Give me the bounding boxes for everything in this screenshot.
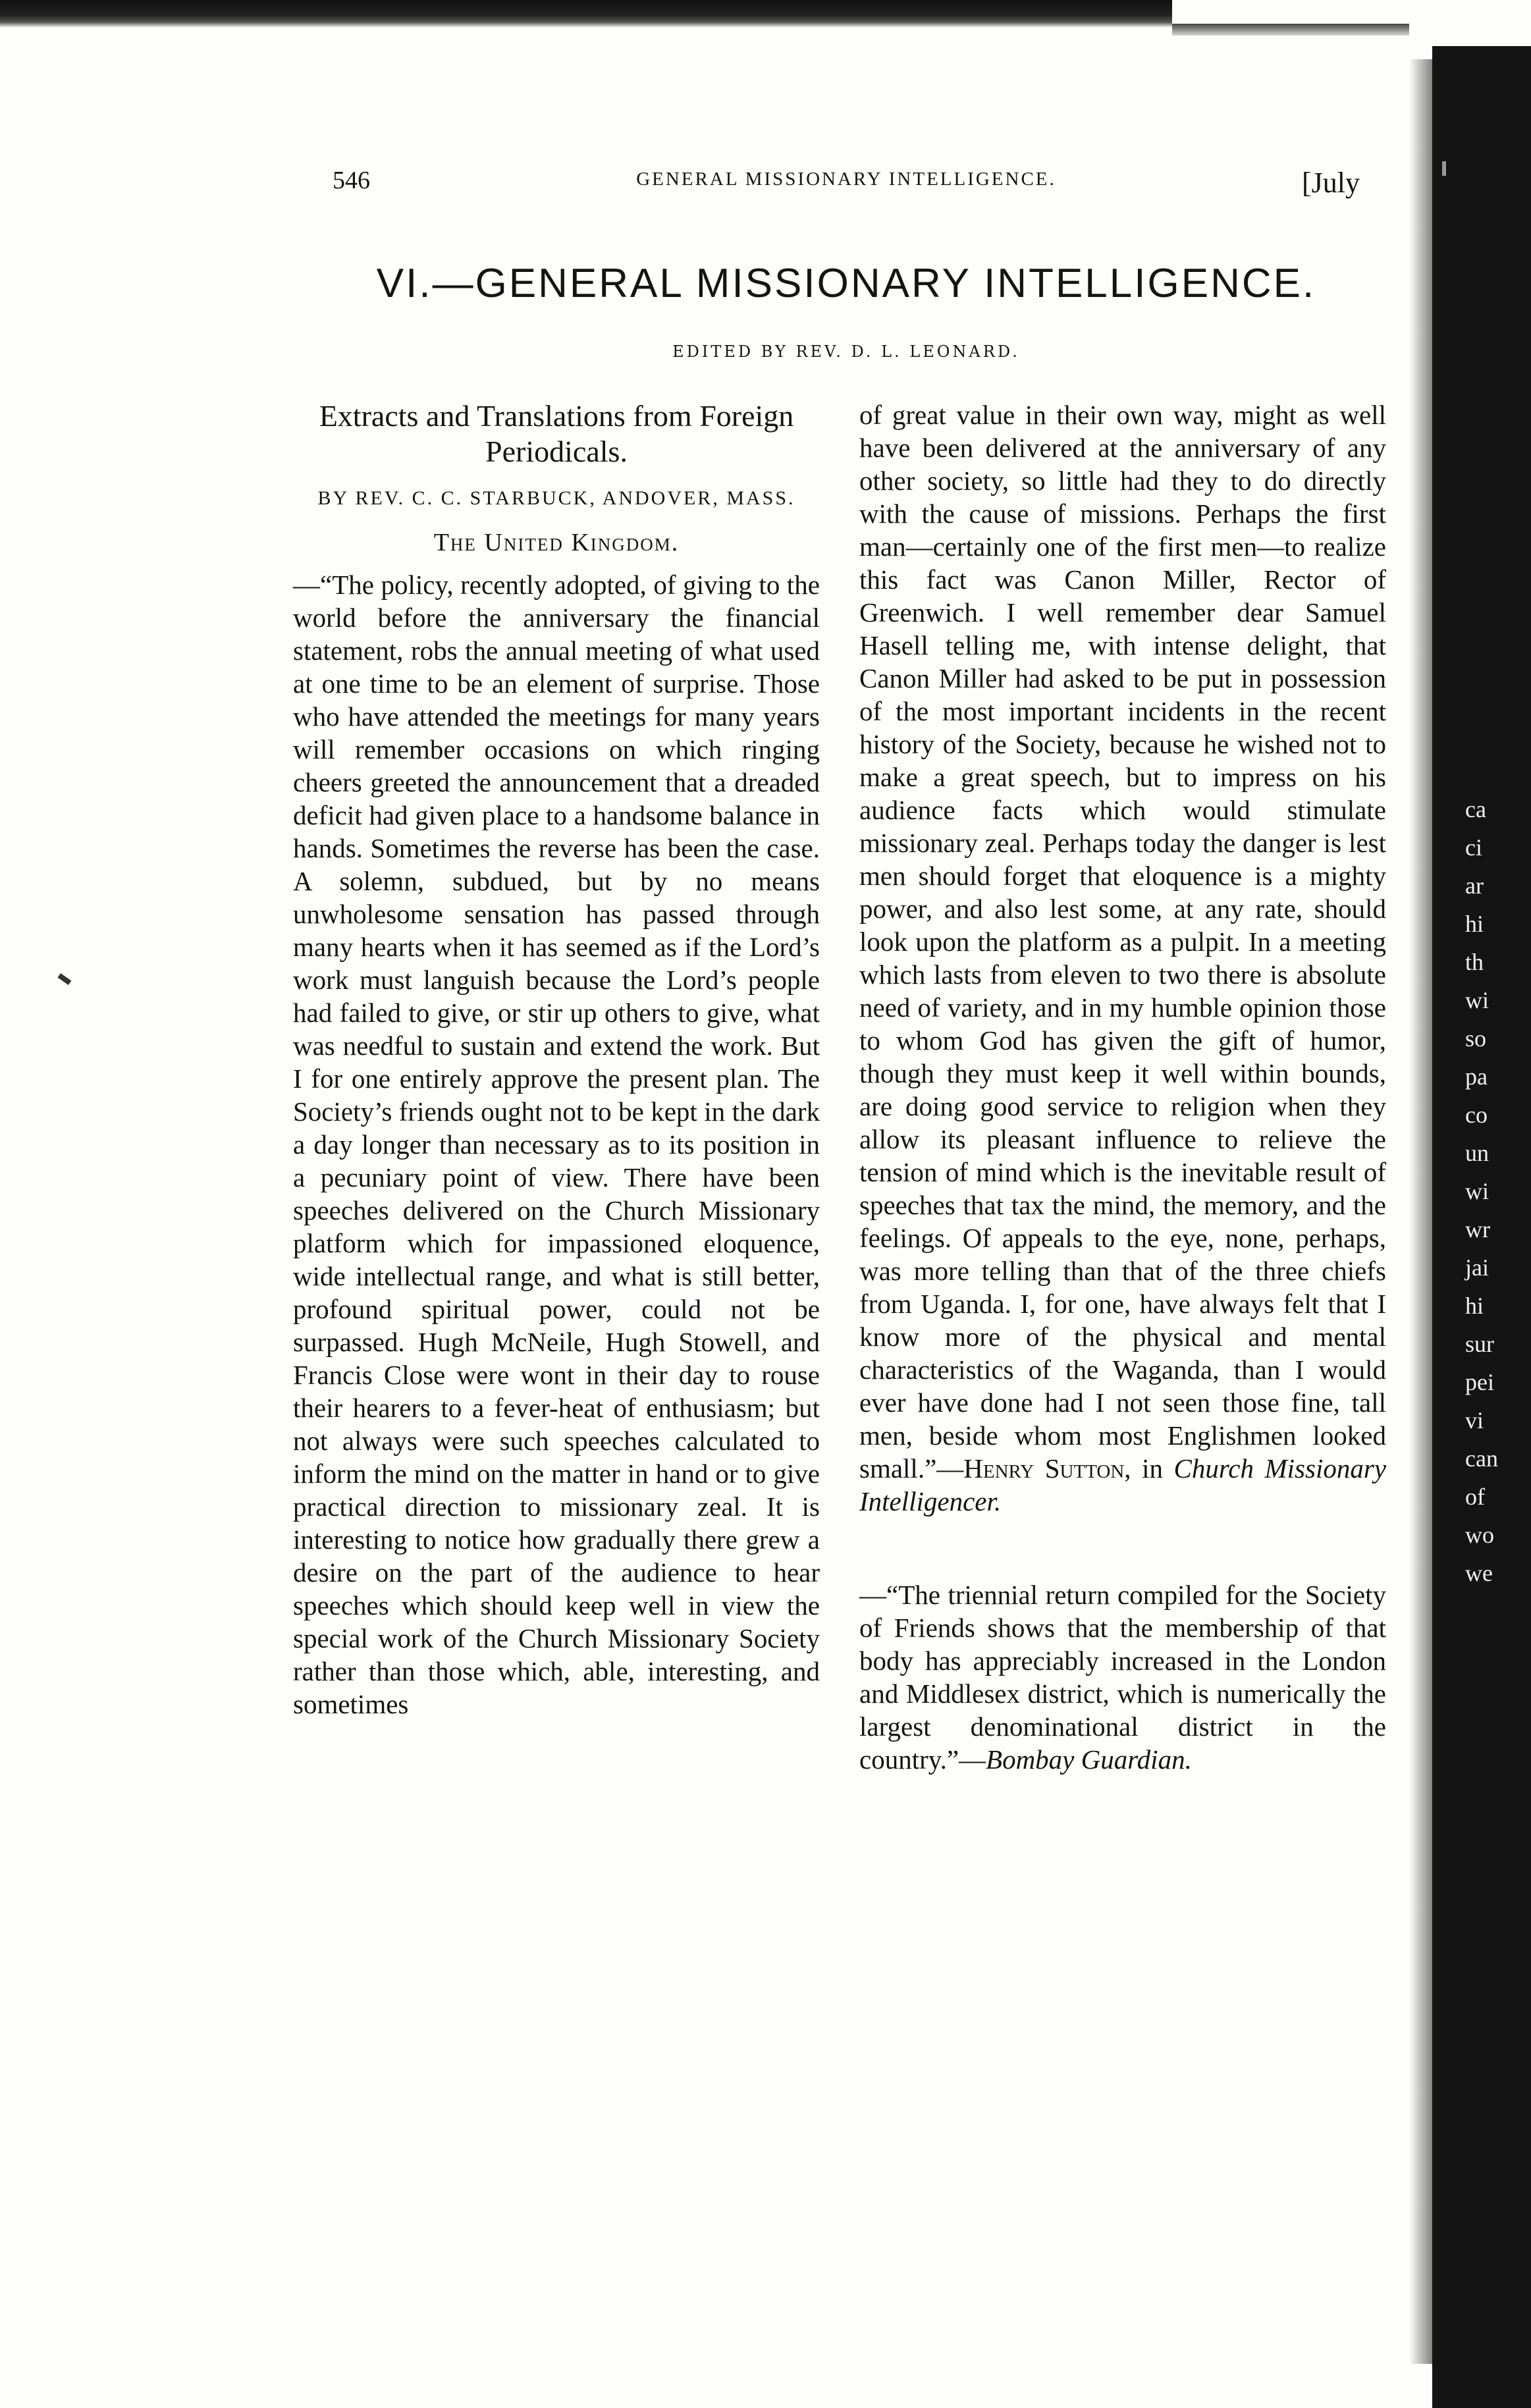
quote-source: Church Missionary Intelligencer. [859,1453,1387,1516]
margin-fragment: ci [1465,834,1482,861]
margin-fragment: hi [1465,1293,1484,1319]
article-body-left: —“The policy, recently adopted, of giving to the world before the anniversary the financial statement, robs the annual meeting of what used at one time to be an element of surprise. Those who have attended the meetings for many years will remember occasions on which ringing cheers greeted the announcement that a dreaded deficit had given place to a handsome balance in hands. Sometimes the reverse has been the case. A solemn, subdued, but by no means unwholesome sensation has passed through many hearts when it has seemed as if the Lord’s work must languish because the Lord’s people had failed to give, or stir up others to give, what was needful to sustain and extend the work. But I for one entirely approve the present plan. The Society’s friends ought not to be kept in the dark a day longer than necessary as to its position in a pecuniary point of view. There have been speeches delivered on the Church Missionary platform which for impassioned eloquence, wide intellectual range, and what is still better, profound spiritual power, could not be surpassed. Hugh McNeile, Hugh Stowell, and Francis Close were wont in their day to rouse their hearers to a fever-heat of enthusiasm; but not always were such speeches calculated to inform the mind on the matter in hand or to give practical direction to missionary zeal. It is interesting to notice how gradually there grew a desire on the part of the audience to hear speeches which should keep well in view the special work of the Church Missionary Society rather than those which, able, interesting, and sometimes [293,570,820,1719]
margin-fragment: ca [1465,796,1486,822]
margin-fragment: sur [1465,1331,1494,1357]
margin-fragment: pei [1465,1369,1494,1395]
editor-line: EDITED BY REV. D. L. LEONARD. [672,342,1020,361]
margin-fragment: vi [1465,1407,1484,1433]
margin-fragment: pa [1465,1063,1488,1090]
adjacent-page-fragments [1465,790,1531,1592]
margin-fragment: we [1465,1560,1493,1586]
margin-fragment: wr [1465,1216,1490,1243]
margin-fragment: can [1465,1445,1498,1472]
article-heading: Extracts and Translations from Foreign Periodicals. [319,399,794,468]
margin-fragment: wo [1465,1522,1494,1548]
quote-source-preposition: in [1142,1453,1163,1484]
margin-fragment: hi [1465,911,1484,937]
paragraph-text: of great value in their own way, might as well have been delivered at the anniversary of any other society, so little had they to do directly with the cause of missions. Perhaps the first man—certainly one of the first men—to realize this fact was Canon Miller, Rector of Greenwich. I well remember dear Samuel Hasell telling me, with intense delight, that Canon Miller had asked to be put in possession of the most important incidents in the recent history of the Society, because he wished not to make a great speech, but to impress on his audience facts which would stimulate missionary zeal. Perhaps today the danger is lest men should forget that eloquence is a mighty power, and also lest some, at any rate, should look upon the platform as a pulpit. In a meeting which lasts from eleven to two there is absolute need of variety, and in my humble opinion those to whom God has given the gift of humor, though they must keep it well within bounds, are doing good service to religion when they allow its pleasant influence to relieve the tension of mind which is the inevitable result of speeches that tax the mind, the memory, and the feelings. Of appeals to the eye, none, perhaps, was more telling than that of the three chiefs from Uganda. I, for one, have always felt that I know more of the physical and mental characteristics of the Waganda, than I would ever have done had I not seen those fine, tall men, beside whom most Englishmen looked small.”— [859,400,1386,1484]
article-body-right [859,398,1386,1518]
margin-fragment: wi [1465,1178,1489,1204]
running-head [333,166,1360,205]
section-title: VI.—GENERAL MISSIONARY INTELLIGENCE. [376,261,1316,306]
article-subheading: The United Kingdom. [433,529,680,556]
scan-top-rule [0,0,1172,28]
running-head-title: GENERAL MISSIONARY INTELLIGENCE. [636,169,1056,190]
running-head-month: [July [1302,167,1360,199]
quote-source: Bombay Guardian. [986,1744,1192,1775]
scan-stray-mark [58,973,72,985]
margin-fragment: wi [1465,987,1489,1013]
scan-top-rule-tail [1172,24,1409,36]
margin-fragment: th [1465,949,1484,975]
margin-fragment: ar [1465,872,1484,899]
margin-fragment: so [1465,1025,1487,1052]
page-number: 546 [333,167,370,194]
quote-author: Henry Sutton, [963,1453,1131,1484]
margin-fragment: jai [1465,1254,1489,1281]
margin-fragment: un [1465,1140,1489,1166]
margin-fragment: co [1465,1102,1488,1128]
left-column [293,398,820,1721]
margin-fragment: of [1465,1484,1485,1510]
scan-mark [1442,161,1446,176]
paragraph-text: —“The triennial return compiled for the Society of Friends shows that the membership of that body has appreciably increased in the London and Middlesex district, which is numerically the largest denominational district in the country.”— [859,1580,1386,1775]
paragraph-gap [859,1518,1386,1578]
second-extract [859,1578,1386,1776]
right-column [859,398,1386,1776]
article-byline: BY REV. C. C. STARBUCK, ANDOVER, MASS. [317,487,795,509]
